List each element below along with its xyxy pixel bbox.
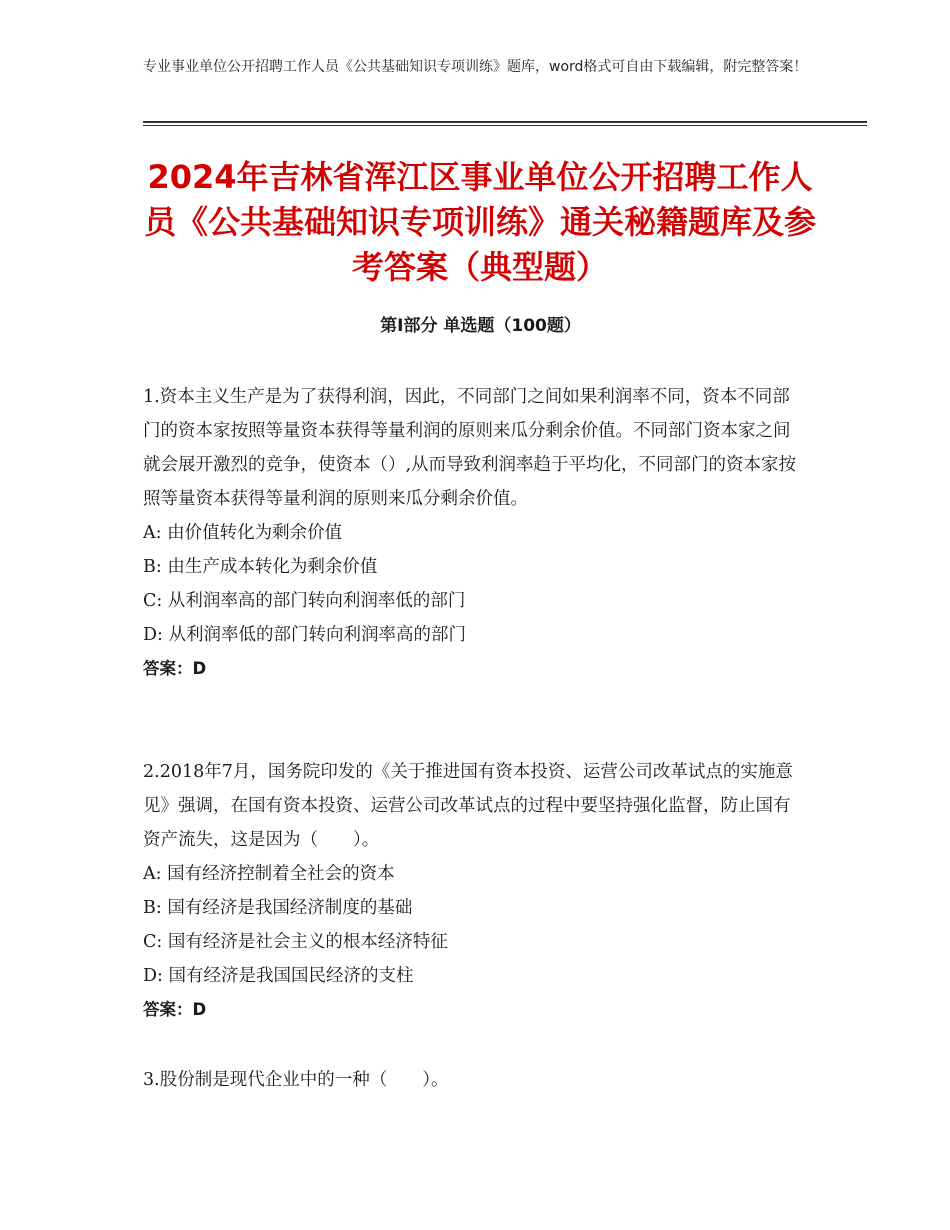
section-heading: 第Ⅰ部分 单选题（100题） (380, 316, 581, 336)
question-2 (143, 755, 803, 1027)
option-b: B: 由生产成本转化为剩余价值 (143, 557, 378, 577)
document-header (143, 56, 823, 78)
question-stem: 3.股份制是现代企业中的一种（ ）。 (143, 1070, 449, 1090)
option-d: D: 国有经济是我国国民经济的支柱 (143, 966, 414, 986)
question-1 (143, 380, 803, 686)
option-a: A: 国有经济控制着全社会的资本 (143, 864, 395, 884)
option-c: C: 国有经济是社会主义的根本经济特征 (143, 932, 448, 952)
header-text: 专业事业单位公开招聘工作人员《公共基础知识专项训练》题库，word格式可自由下载编辑，附完整答案！ (143, 59, 808, 75)
option-c: C: 从利润率高的部门转向利润率低的部门 (143, 591, 466, 611)
question-3 (143, 1063, 803, 1097)
answer: 答案：D (143, 659, 207, 678)
question-stem: 1.资本主义生产是为了获得利润，因此，不同部门之间如果利润率不同，资本不同部门的资本家按照等量资本获得等量利润的原则来瓜分剩余价值。不同部门资本家之间就会展开激烈的竞争，使资本（）,从而导致利润率趋于平均化，不同部门的资本家按照等量资本获得等量利润的原则来瓜分剩余价值。 (143, 387, 797, 509)
header-rule-thin (143, 125, 867, 126)
question-stem: 2.2018年7月，国务院印发的《关于推进国有资本投资、运营公司改革试点的实施意见》强调，在国有资本投资、运营公司改革试点的过程中要坚持强化监督，防止国有资产流失，这是因为（ ）。 (143, 762, 793, 850)
answer: 答案：D (143, 1000, 207, 1019)
option-a: A: 由价值转化为剩余价值 (143, 523, 343, 543)
option-d: D: 从利润率低的部门转向利润率高的部门 (143, 625, 466, 645)
header-rule-thick (143, 121, 867, 123)
option-b: B: 国有经济是我国经济制度的基础 (143, 898, 413, 918)
document-title: 2024年吉林省浑江区事业单位公开招聘工作人员《公共基础知识专项训练》通关秘籍题库及参考答案（典型题） (143, 158, 816, 286)
